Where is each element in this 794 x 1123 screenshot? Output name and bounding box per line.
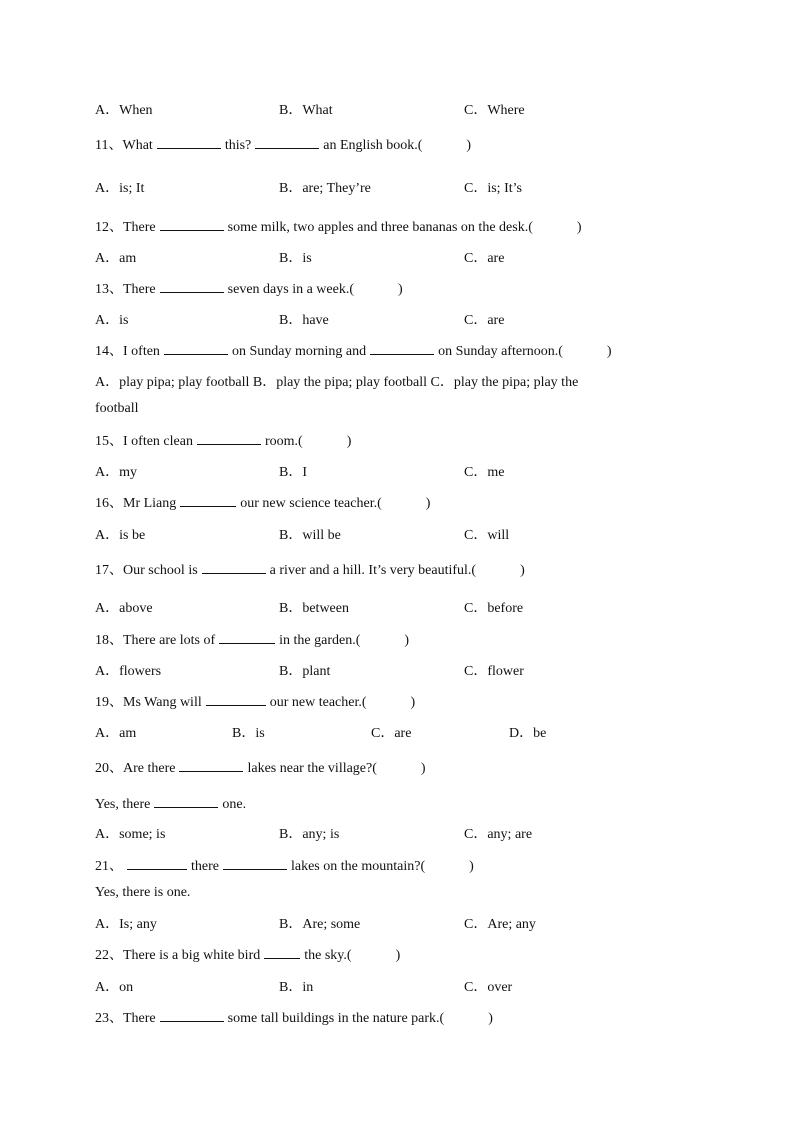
question-15: 15、I often clean room.( ) [95, 434, 352, 449]
q21-option-b: B．Are; some [279, 917, 361, 932]
answer-blank[interactable] [206, 693, 266, 706]
q17-option-c: C．before [464, 601, 524, 616]
q16-option-c: C．will [464, 528, 510, 543]
question-20: 20、Are there lakes near the village?( ) [95, 761, 426, 776]
q12-option-c: C．are [464, 251, 505, 266]
q12-option-b: B．is [279, 251, 312, 266]
answer-blank[interactable] [127, 857, 187, 870]
q11-option-c: C．is; It’s [464, 181, 522, 196]
question-18: 18、There are lots of in the garden.( ) [95, 633, 410, 648]
q13-option-b: B．have [279, 313, 329, 328]
q10-option-a: A．When [95, 103, 153, 118]
q16-option-b: B．will be [279, 528, 341, 543]
answer-blank[interactable] [160, 218, 224, 231]
answer-blank[interactable] [157, 136, 221, 149]
answer-blank[interactable] [197, 432, 261, 445]
q20-option-c: C．any; are [464, 827, 533, 842]
answer-blank[interactable] [370, 342, 434, 355]
q11-option-b: B．are; They’re [279, 181, 371, 196]
q13-option-a: A．is [95, 313, 129, 328]
q21-option-c: C．Are; any [464, 917, 536, 932]
question-11: 11、What this? an English book.( ) [95, 138, 472, 153]
question-21: 21、 there lakes on the mountain?( ) [95, 859, 474, 874]
answer-blank[interactable] [154, 795, 218, 808]
q18-option-a: A．flowers [95, 664, 162, 679]
question-13: 13、There seven days in a week.( ) [95, 282, 403, 297]
q22-option-b: B．in [279, 980, 314, 995]
answer-blank[interactable] [160, 1009, 224, 1022]
answer-blank[interactable] [164, 342, 228, 355]
q22-option-a: A．on [95, 980, 134, 995]
question-12: 12、There some milk, two apples and three bananas on the desk.( ) [95, 220, 582, 235]
q17-option-a: A．above [95, 601, 153, 616]
question-19: 19、Ms Wang will our new teacher.( ) [95, 695, 416, 710]
answer-blank[interactable] [223, 857, 287, 870]
question-14: 14、I often on Sunday morning and on Sunday afternoon.( ) [95, 344, 612, 359]
q21-option-a: A．Is; any [95, 917, 157, 932]
answer-blank[interactable] [202, 561, 266, 574]
answer-blank[interactable] [264, 946, 300, 959]
q10-option-c: C．Where [464, 103, 525, 118]
q14-options-continued: football [95, 401, 139, 416]
answer-blank[interactable] [255, 136, 319, 149]
q14-options: A．play pipa; play football B．play the pipa; play football C．play the pipa; play the [95, 375, 579, 390]
answer-blank[interactable] [160, 280, 224, 293]
answer-blank[interactable] [180, 494, 236, 507]
q15-option-a: A．my [95, 465, 137, 480]
q19-option-c: C．are [371, 726, 412, 741]
q18-option-b: B．plant [279, 664, 331, 679]
q18-option-c: C．flower [464, 664, 524, 679]
q11-option-a: A．is; It [95, 181, 145, 196]
q19-option-b: B．is [232, 726, 265, 741]
q20-response: Yes, there one. [95, 797, 247, 812]
q13-option-c: C．are [464, 313, 505, 328]
question-23: 23、There some tall buildings in the nature park.( ) [95, 1011, 493, 1026]
q22-option-c: C．over [464, 980, 513, 995]
q20-option-b: B．any; is [279, 827, 340, 842]
q21-response: Yes, there is one. [95, 885, 191, 900]
question-17: 17、Our school is a river and a hill. It’s very beautiful.( ) [95, 563, 525, 578]
answer-blank[interactable] [219, 631, 275, 644]
q20-option-a: A．some; is [95, 827, 166, 842]
question-22: 22、There is a big white bird the sky.( ) [95, 948, 401, 963]
q12-option-a: A．am [95, 251, 137, 266]
q16-option-a: A．is be [95, 528, 146, 543]
q19-option-a: A．am [95, 726, 137, 741]
answer-blank[interactable] [179, 759, 243, 772]
q10-option-b: B．What [279, 103, 333, 118]
q19-option-d: D．be [509, 726, 547, 741]
question-16: 16、Mr Liang our new science teacher.( ) [95, 496, 431, 511]
q17-option-b: B．between [279, 601, 349, 616]
q15-option-c: C．me [464, 465, 505, 480]
q15-option-b: B．I [279, 465, 307, 480]
